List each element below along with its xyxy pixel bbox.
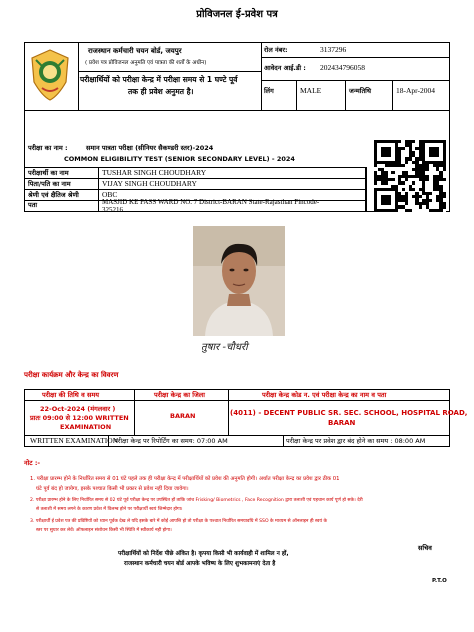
dob-label: जन्मतिथि — [349, 87, 372, 95]
address-line2: 325216 — [102, 206, 123, 214]
category-label: श्रेणी एवं क्षैतिज श्रेणी — [28, 191, 79, 199]
col-centre-header: परीक्षा केन्द्र कोड न. एवं परीक्षा केन्द्र का नाम व पता — [262, 391, 387, 399]
entry-notice-line2: तक ही प्रवेश अनुमत है। — [128, 87, 194, 96]
qr-module — [443, 188, 447, 192]
schedule-heading: परीक्षा कार्यक्रम और केन्द्र का विवरण — [24, 371, 119, 379]
qr-module — [425, 209, 429, 213]
col-district-header: परीक्षा केन्द्र का जिला — [154, 391, 205, 399]
qr-module — [443, 209, 447, 213]
qr-module — [419, 198, 423, 202]
qr-module — [436, 205, 440, 209]
candidate-name-value: TUSHAR SINGH CHOUDHARY — [102, 168, 207, 177]
qr-module — [415, 154, 419, 158]
pto-label: P.T.O — [432, 578, 447, 584]
qr-module — [412, 191, 416, 195]
secretary-label: सचिव — [418, 544, 432, 552]
roll-value: 3137296 — [320, 45, 347, 54]
exam-date: 22-Oct-2024 (मंगलवार ) — [40, 405, 116, 413]
qr-module — [443, 198, 447, 202]
qr-module — [422, 195, 426, 199]
centre-name-line1: (4011) - DECENT PUBLIC SR. SEC. SCHOOL, HOSPITAL ROAD, — [230, 409, 468, 417]
exam-time: प्रातः 09:00 से 12:00 WRITTEN — [30, 414, 129, 422]
col-date-header: परीक्षा की तिथि व समय — [42, 391, 99, 399]
note-3-line1: 3. परीक्षार्थी ई प्रवेश पत्र की प्रविष्टियों को ध्यान पूर्वक देख ले यदि इसके बारे में कोई आपत्ति हो तो परीक्षा के पश्चात निर्धारित समयावधि में SSO के माध्यम से ऑनलाइन ही स्वयं के — [30, 519, 328, 524]
gate-close-time: परीक्षा केन्द्र पर प्रवेश द्वार बंद होने का समय : 08:00 AM — [286, 437, 426, 445]
qr-module — [415, 143, 419, 147]
candidate-name-label-row: परीक्षार्थी का नाम — [28, 169, 69, 177]
qr-module — [436, 191, 440, 195]
note-2-line1: 2. परीक्षा प्रारम्भ होने के लिए निर्धारित समय से 02 घंटे पूर्व परीक्षा केन्द्र पर उपस्थित हों ताकि जांच Frisking/ Biometrics , Face Recognition द्वारा तलाशी एवं पहचान कार्य पूर्ण हो सके। देरी — [30, 498, 363, 503]
board-name: राजस्थान कर्मचारी चयन बोर्ड, जयपुर — [88, 47, 182, 55]
note-3-line2: स्तर पर सुधार कर लेवें। ऑफलाइन संशोधन किसी भी स्थिति में स्वीकार्य नही होगा। — [36, 528, 172, 533]
qr-module — [388, 185, 392, 189]
qr-module — [391, 157, 395, 161]
qr-module — [419, 161, 423, 165]
footer-line2: राजस्थान कर्मचारी चयन बोर्ड आपके भविष्य के लिए शुभकामनाएं देता है — [124, 561, 276, 567]
qr-module — [436, 171, 440, 175]
candidate-signature — [193, 336, 285, 360]
centre-name-line2: BARAN — [328, 419, 356, 427]
gender-value: MALE — [300, 86, 322, 95]
qr-module — [412, 157, 416, 161]
qr-module — [412, 164, 416, 168]
qr-module — [377, 171, 381, 175]
qr-module — [439, 157, 443, 161]
qr-code — [374, 140, 446, 212]
entry-notice-line1: परीक्षार्थियों को परीक्षा केन्द्र में परीक्षा समय से 1 घण्टे पूर्व — [80, 75, 238, 84]
application-label: आवेदन आई.डी : — [264, 64, 306, 72]
application-value: 202434796058 — [320, 63, 365, 72]
address-line1: MASJID KE PASS WARD NO. 7 District-BARAN State-Rajasthan Pincode- — [102, 198, 320, 206]
qr-module — [443, 174, 447, 178]
rssb-logo — [28, 48, 72, 102]
qr-module — [401, 191, 405, 195]
page-title: प्रोविजनल ई-प्रवेश पत्र — [196, 9, 278, 20]
gender-label: लिंग — [264, 87, 274, 95]
roll-label: रोल नंबर: — [264, 46, 288, 54]
footer-line1: परीक्षार्थियों को निर्देश पीछे अंकित है। कृपया किसी भी कार्यवाही में शामिल न हों, — [118, 551, 289, 557]
qr-module — [419, 185, 423, 189]
signature-text: तुषार -चौधरी — [201, 342, 248, 353]
board-subtitle: ( प्रवेश पत्र प्रोविजनल अनुमति एवं पात्रता की शर्तों के अधीन) — [85, 60, 207, 66]
note-2-line2: से तलाशी में समय लगने के कारण प्रवेश में विलम्ब होने पर परीक्षार्थी स्वयं जिम्मेदार होगा। — [36, 507, 183, 512]
qr-module — [398, 171, 402, 175]
reporting-time: परीक्षा केन्द्र पर रिपोर्टिंग का समय: 07:00 AM — [114, 437, 228, 445]
candidate-photo — [193, 226, 285, 336]
notes-label: नोट :- — [24, 459, 41, 467]
dob-value: 18-Apr-2004 — [396, 86, 436, 95]
exam-name-english: COMMON ELIGIBILITY TEST (SENIOR SECONDARY LEVEL) - 2024 — [64, 155, 295, 163]
qr-module — [412, 171, 416, 175]
note-1-line1: 1. परीक्षा प्रारम्भ होने के निर्धारित समय से 01 घंटे पहले तक ही परीक्षा केन्द्र में परीक्षार्थियों को प्रवेश की अनुमति होगी। अर्थात परीक्षा केन्द्र का प्रवेश द्वार ठीक 01 — [30, 476, 340, 482]
father-name-value: VIJAY SINGH CHOUDHARY — [102, 179, 197, 188]
address-label: पता — [28, 201, 38, 209]
qr-module — [391, 205, 395, 209]
exam-mode: EXAMINATION — [60, 423, 112, 431]
exam-name-hindi: समान पात्रता परीक्षा (सीनियर सैकण्डरी स्तर)-2024 — [86, 144, 214, 152]
note-1-line2: घंटे पूर्व बंद हो जायेगा, इसके पश्चात किसी भी प्रकार से प्रवेश नहीं दिया जावेगा। — [36, 486, 189, 492]
exam-type: WRITTEN EXAMINATION — [30, 436, 119, 445]
category-value: OBC — [102, 190, 118, 199]
qr-module — [401, 209, 405, 213]
exam-name-label: परीक्षा का नाम : — [28, 144, 68, 152]
exam-district: BARAN — [170, 412, 196, 420]
father-name-label: पिता/पति का नाम — [28, 180, 71, 188]
qr-module — [405, 154, 409, 158]
